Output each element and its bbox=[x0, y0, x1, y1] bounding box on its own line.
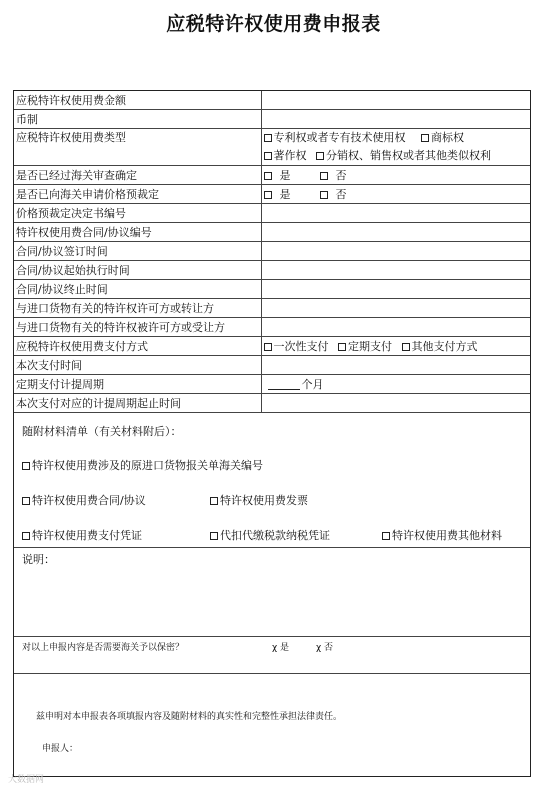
attachment-item: 特许权使用费合同/协议 bbox=[22, 492, 146, 508]
field-period-range[interactable] bbox=[261, 394, 530, 413]
label-amount: 应税特许权使用费金额 bbox=[14, 91, 261, 110]
checkbox-copyright[interactable] bbox=[264, 152, 272, 160]
row-pay-time bbox=[14, 356, 530, 375]
opt-reviewed-no: 否 bbox=[335, 168, 347, 182]
form-table bbox=[14, 91, 530, 413]
label-ruling: 是否已向海关申请价格预裁定 bbox=[14, 185, 261, 204]
row-sign-date bbox=[14, 242, 530, 261]
field-period bbox=[261, 375, 530, 394]
label-period: 定期支付计提周期 bbox=[14, 375, 261, 394]
attachment-item: 特许权使用费支付凭证 bbox=[22, 527, 142, 543]
label-sign-date: 合同/协议签订时间 bbox=[14, 242, 261, 261]
field-licensor[interactable] bbox=[261, 299, 530, 318]
checkbox-lump-sum[interactable] bbox=[264, 343, 272, 351]
form-title: 应税特许权使用费申报表 bbox=[166, 13, 381, 35]
declaration-text: 兹申明对本申报表各项填报内容及随附材料的真实性和完整性承担法律责任。 bbox=[36, 712, 343, 722]
opt-copyright: 著作权 bbox=[273, 149, 307, 162]
checkbox-attach-1[interactable] bbox=[22, 462, 30, 470]
attachment-item: 特许权使用费其他材料 bbox=[382, 527, 502, 543]
checkbox-attach-3[interactable] bbox=[210, 497, 218, 505]
checkbox-attach-4[interactable] bbox=[22, 532, 30, 540]
checkbox-other-pay[interactable] bbox=[402, 343, 410, 351]
label-licensee: 与进口货物有关的特许权被许可方或受让方 bbox=[14, 318, 261, 337]
label-contract-number: 特许权使用费合同/协议编号 bbox=[14, 223, 261, 242]
row-contract-no bbox=[14, 223, 530, 242]
watermark: 大数据网 bbox=[8, 775, 45, 785]
label-period-range: 本次支付对应的计提周期起止时间 bbox=[14, 394, 261, 413]
row-end-date bbox=[14, 280, 530, 299]
row-amount bbox=[14, 91, 530, 110]
field-pay-time[interactable] bbox=[261, 356, 530, 375]
checkbox-ruling-yes[interactable] bbox=[264, 191, 272, 199]
field-ruling-number[interactable] bbox=[261, 204, 530, 223]
label-licensor: 与进口货物有关的特许权许可方或转让方 bbox=[14, 299, 261, 318]
opt-reviewed-yes: 是 bbox=[279, 168, 291, 182]
signer-label: 申报人： bbox=[42, 744, 79, 754]
confidential-question: 对以上申报内容是否需要海关予以保密？ bbox=[22, 643, 185, 653]
field-reviewed bbox=[261, 166, 530, 185]
checkbox-ruling-no[interactable] bbox=[320, 191, 328, 199]
attachments-section bbox=[14, 419, 530, 548]
row-start-date bbox=[14, 261, 530, 280]
field-type bbox=[261, 129, 530, 166]
attachments-title: 随附材料清单（有关材料附后）： bbox=[22, 425, 182, 438]
opt-lump-sum: 一次性支付 bbox=[273, 339, 329, 353]
field-currency[interactable] bbox=[261, 110, 530, 129]
row-ruling bbox=[14, 185, 530, 204]
row-payment-method bbox=[14, 337, 530, 356]
label-ruling-number: 价格预裁定决定书编号 bbox=[14, 204, 261, 223]
label-start-date: 合同/协议起始执行时间 bbox=[14, 261, 261, 280]
row-reviewed bbox=[14, 166, 530, 185]
row-ruling-no bbox=[14, 204, 530, 223]
field-ruling bbox=[261, 185, 530, 204]
field-payment-method bbox=[261, 337, 530, 356]
field-sign-date[interactable] bbox=[261, 242, 530, 261]
checkbox-attach-6[interactable] bbox=[382, 532, 390, 540]
checkbox-reviewed-yes[interactable] bbox=[264, 172, 272, 180]
row-type bbox=[14, 129, 530, 166]
opt-patent: 专利权或者专有技术使用权 bbox=[273, 131, 406, 144]
opt-ruling-yes: 是 bbox=[279, 187, 291, 201]
checkbox-attach-2[interactable] bbox=[22, 497, 30, 505]
opt-ruling-no: 否 bbox=[335, 187, 347, 201]
label-reviewed: 是否已经过海关审查确定 bbox=[14, 166, 261, 185]
row-period bbox=[14, 375, 530, 394]
attachment-item: 代扣代缴税款纳税凭证 bbox=[210, 527, 330, 543]
note-section[interactable] bbox=[14, 547, 530, 637]
checkbox-patent[interactable] bbox=[264, 134, 272, 142]
row-period-range bbox=[14, 394, 530, 413]
checkbox-trademark[interactable] bbox=[421, 134, 429, 142]
field-start-date[interactable] bbox=[261, 261, 530, 280]
row-currency bbox=[14, 110, 530, 129]
opt-periodic: 定期支付 bbox=[348, 339, 392, 353]
label-currency: 币制 bbox=[14, 110, 261, 129]
confidential-no[interactable]: χ 否 bbox=[316, 643, 334, 653]
opt-distribution: 分销权、销售权或者其他类似权利 bbox=[326, 149, 491, 162]
checkbox-attach-5[interactable] bbox=[210, 532, 218, 540]
checkbox-distribution[interactable] bbox=[316, 152, 324, 160]
note-label: 说明： bbox=[22, 553, 55, 566]
period-blank[interactable] bbox=[268, 379, 300, 390]
label-type: 应税特许权使用费类型 bbox=[14, 129, 261, 166]
opt-trademark: 商标权 bbox=[431, 131, 464, 144]
checkbox-reviewed-no[interactable] bbox=[320, 172, 328, 180]
field-licensee[interactable] bbox=[261, 318, 530, 337]
label-payment-method: 应税特许权使用费支付方式 bbox=[14, 337, 261, 356]
attachment-item: 特许权使用费涉及的原进口货物报关单海关编号 bbox=[22, 457, 263, 473]
declaration-form bbox=[13, 90, 531, 777]
confidential-yes[interactable]: χ 是 bbox=[272, 643, 290, 653]
field-contract-number[interactable] bbox=[261, 223, 530, 242]
opt-other-pay: 其他支付方式 bbox=[411, 339, 478, 353]
field-end-date[interactable] bbox=[261, 280, 530, 299]
label-end-date: 合同/协议终止时间 bbox=[14, 280, 261, 299]
field-amount[interactable] bbox=[261, 91, 530, 110]
label-pay-time: 本次支付时间 bbox=[14, 356, 261, 375]
period-unit: 个月 bbox=[301, 377, 324, 391]
confidential-section bbox=[14, 636, 530, 674]
row-licensee bbox=[14, 318, 530, 337]
checkbox-periodic[interactable] bbox=[338, 343, 346, 351]
attachment-item: 特许权使用费发票 bbox=[210, 492, 308, 508]
row-licensor bbox=[14, 299, 530, 318]
